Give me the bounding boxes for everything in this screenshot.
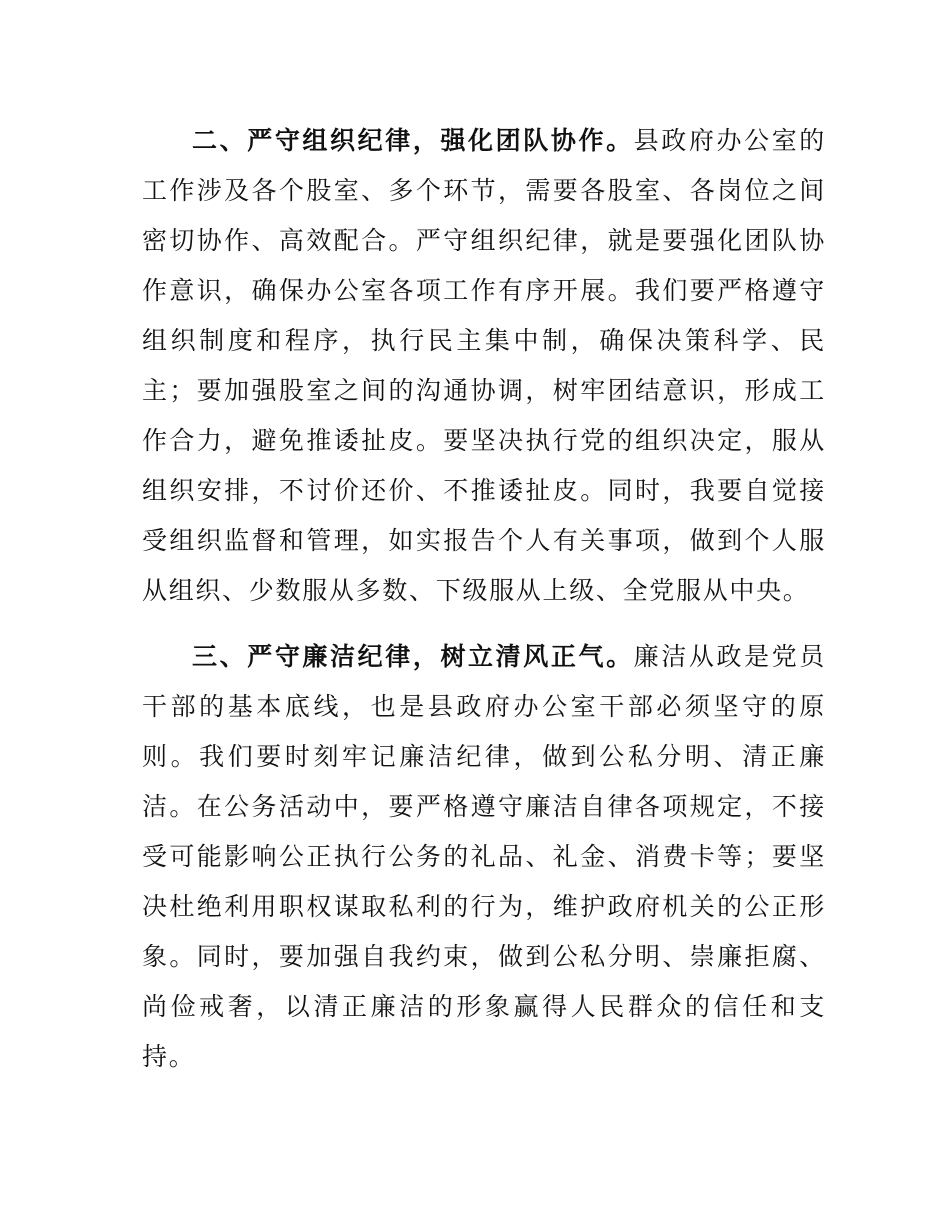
paragraph-heading: 三、严守廉洁纪律，树立清风正气。 [192,642,634,671]
paragraph-heading: 二、严守组织纪律，强化团队协作。 [192,126,634,155]
paragraph-organizational-discipline [142,116,826,616]
paragraph-body: 廉洁从政是党员干部的基本底线，也是县政府办公室干部必须坚守的原则。我们要时刻牢记廉洁纪律，做到公私分明、清正廉洁。在公务活动中，要严格遵守廉洁自律各项规定，不接受可能影响公正执行公务的礼品、礼金、消费卡等；要坚决杜绝利用职权谋取私利的行为，维护政府机关的公正形象。同时，要加强自我约束，做到公私分明、崇廉拒腐、尚俭戒奢，以清正廉洁的形象赢得人民群众的信任和支持。 [142,642,826,1071]
paragraph-body: 县政府办公室的工作涉及各个股室、多个环节，需要各股室、各岗位之间密切协作、高效配合。严守组织纪律，就是要强化团队协作意识，确保办公室各项工作有序开展。我们要严格遵守组织制度和程序，执行民主集中制，确保决策科学、民主；要加强股室之间的沟通协调，树牢团结意识，形成工作合力，避免推诿扯皮。要坚决执行党的组织决定，服从组织安排，不讨价还价、不推诿扯皮。同时，我要自觉接受组织监督和管理，如实报告个人有关事项，做到个人服从组织、少数服从多数、下级服从上级、全党服从中央。 [142,126,826,605]
paragraph-integrity-discipline [142,632,826,1082]
document-page [142,116,826,1098]
